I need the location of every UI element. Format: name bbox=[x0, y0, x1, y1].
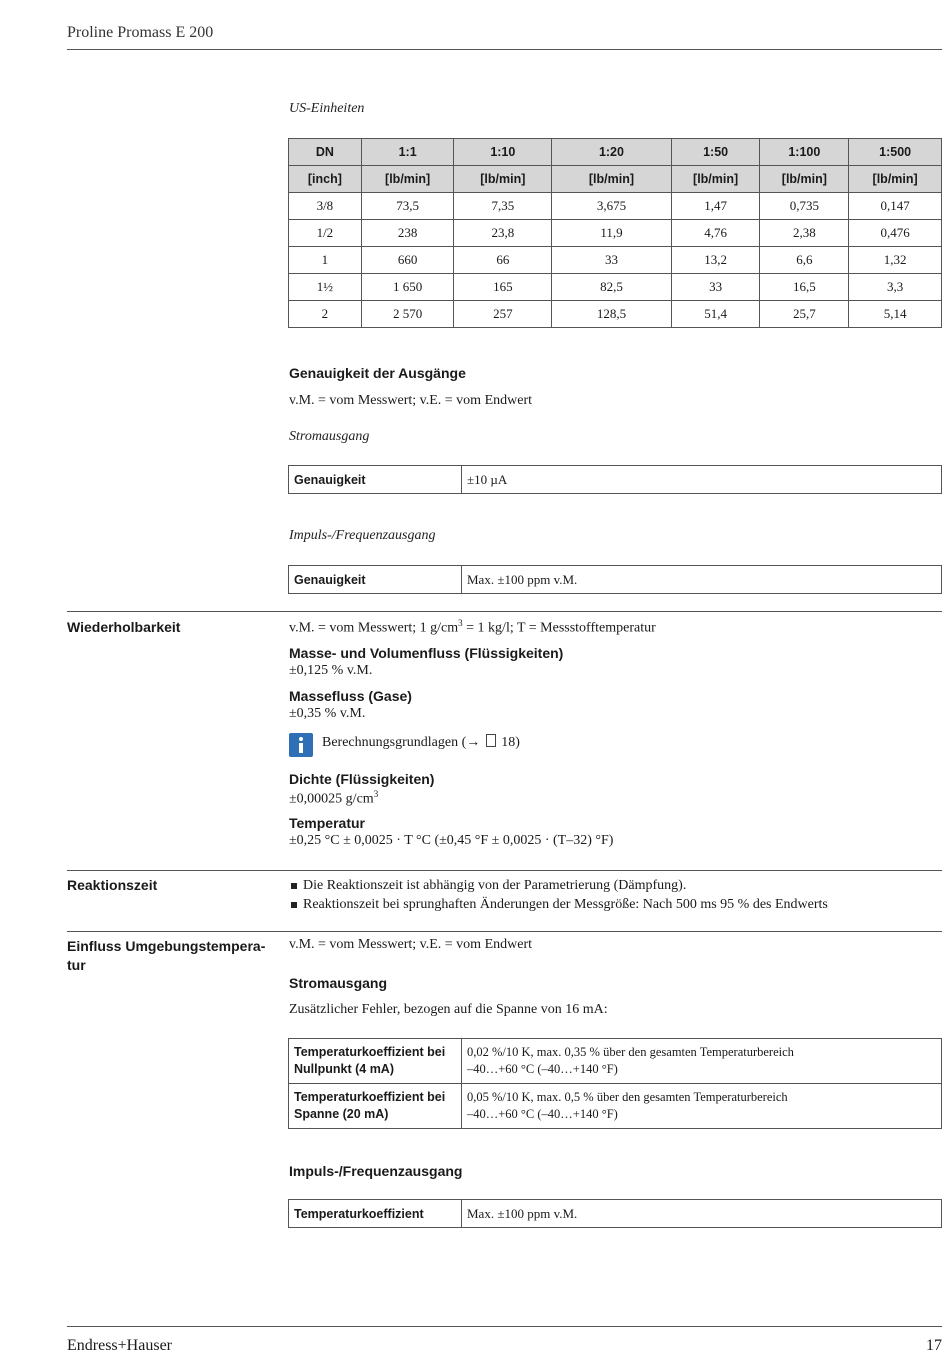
us-units-heading: US-Einheiten bbox=[289, 101, 365, 116]
response-time-label: Reaktionszeit bbox=[67, 877, 158, 893]
header-cell: 1:500 bbox=[849, 139, 942, 166]
value-line: –40…+60 °C (–40…+140 °F) bbox=[467, 1062, 618, 1076]
table-row bbox=[289, 1039, 942, 1084]
header-cell: 1:10 bbox=[454, 139, 552, 166]
table-row bbox=[289, 193, 942, 220]
section-rule bbox=[67, 870, 942, 871]
table-cell: 66 bbox=[454, 247, 552, 274]
header-cell: DN bbox=[289, 139, 362, 166]
table-cell: 25,7 bbox=[760, 301, 849, 328]
table-cell: 11,9 bbox=[552, 220, 672, 247]
response-time-list bbox=[289, 876, 828, 914]
table-cell: 73,5 bbox=[361, 193, 454, 220]
density-heading: Dichte (Flüssigkeiten) bbox=[289, 771, 435, 787]
table-cell: 3,3 bbox=[849, 274, 942, 301]
repeatability-abbrev bbox=[289, 618, 656, 637]
value-cell: Max. ±100 ppm v.M. bbox=[462, 1200, 942, 1228]
header-cell: [inch] bbox=[289, 166, 362, 193]
value-line: 0,02 %/10 K, max. 0,35 % über den gesamten Temperaturbereich bbox=[467, 1045, 794, 1059]
superscript: 3 bbox=[373, 789, 379, 799]
table-cell: 1 bbox=[289, 247, 362, 274]
key-cell: Temperaturkoeffizient bei Spanne (20 mA) bbox=[289, 1084, 462, 1129]
mass-volume-value: ±0,125 % v.M. bbox=[289, 663, 373, 678]
list-item: Reaktionszeit bei sprunghaften Änderungen der Messgröße: Nach 500 ms 95 % des Endwerts bbox=[289, 895, 828, 914]
info-link-text: Berechnungsgrundlagen (→ bbox=[322, 735, 484, 750]
gas-value: ±0,35 % v.M. bbox=[289, 706, 366, 721]
superscript: 3 bbox=[458, 618, 463, 628]
key-cell: Temperaturkoeffizient bbox=[289, 1200, 462, 1228]
ambient-pulse-table bbox=[288, 1199, 942, 1228]
table-cell: 660 bbox=[361, 247, 454, 274]
temperature-heading: Temperatur bbox=[289, 815, 365, 831]
value-line: –40…+60 °C (–40…+140 °F) bbox=[467, 1107, 618, 1121]
value-cell: ±10 µA bbox=[462, 466, 942, 494]
table-row bbox=[289, 566, 942, 594]
ambient-current-heading: Stromausgang bbox=[289, 975, 388, 991]
table-cell: 3,675 bbox=[552, 193, 672, 220]
table-row bbox=[289, 466, 942, 494]
header-cell: [lb/min] bbox=[454, 166, 552, 193]
table-cell: 1 650 bbox=[361, 274, 454, 301]
table-cell: 165 bbox=[454, 274, 552, 301]
ambient-current-note: Zusätzlicher Fehler, bezogen auf die Spanne von 16 mA: bbox=[289, 1002, 608, 1017]
info-icon bbox=[289, 733, 313, 757]
table-row bbox=[289, 220, 942, 247]
us-units-table bbox=[288, 138, 942, 328]
pulse-output-table bbox=[288, 565, 942, 594]
value-cell bbox=[462, 1039, 942, 1084]
ambient-current-table bbox=[288, 1038, 942, 1129]
table-row bbox=[289, 301, 942, 328]
table-cell: 1/2 bbox=[289, 220, 362, 247]
header-cell: [lb/min] bbox=[361, 166, 454, 193]
footer-brand: Endress+Hauser bbox=[67, 1337, 172, 1354]
table-header-row bbox=[289, 139, 942, 166]
table-cell: 16,5 bbox=[760, 274, 849, 301]
table-cell: 2 570 bbox=[361, 301, 454, 328]
table-cell: 4,76 bbox=[671, 220, 760, 247]
table-cell: 128,5 bbox=[552, 301, 672, 328]
footer-rule bbox=[67, 1326, 942, 1327]
header-rule bbox=[67, 49, 942, 50]
header-cell: [lb/min] bbox=[760, 166, 849, 193]
page-reference-icon bbox=[486, 734, 496, 747]
repeatability-label: Wiederholbarkeit bbox=[67, 619, 181, 635]
page-header-title: Proline Promass E 200 bbox=[67, 24, 214, 41]
table-header-row bbox=[289, 166, 942, 193]
header-cell: 1:20 bbox=[552, 139, 672, 166]
section-rule bbox=[67, 931, 942, 932]
table-cell: 2 bbox=[289, 301, 362, 328]
current-output-heading: Stromausgang bbox=[289, 429, 370, 444]
gas-heading: Massefluss (Gase) bbox=[289, 688, 412, 704]
table-cell: 23,8 bbox=[454, 220, 552, 247]
temperature-value: ±0,25 °C ± 0,0025 · T °C (±0,45 °F ± 0,0025 · (T–32) °F) bbox=[289, 833, 614, 848]
table-cell: 1,32 bbox=[849, 247, 942, 274]
ambient-temperature-label: Einfluss Umgebungstempera-tur bbox=[67, 938, 266, 973]
section-rule bbox=[67, 611, 942, 612]
table-row bbox=[289, 274, 942, 301]
table-cell: 2,38 bbox=[760, 220, 849, 247]
value-cell bbox=[462, 1084, 942, 1129]
table-row bbox=[289, 247, 942, 274]
density-value bbox=[289, 789, 378, 808]
header-cell: 1:1 bbox=[361, 139, 454, 166]
header-cell: 1:100 bbox=[760, 139, 849, 166]
current-output-table bbox=[288, 465, 942, 494]
page-number: 17 bbox=[926, 1337, 942, 1354]
table-cell: 7,35 bbox=[454, 193, 552, 220]
mass-volume-heading: Masse- und Volumenfluss (Flüssigkeiten) bbox=[289, 645, 564, 661]
abbrev-text: v.M. = vom Messwert; 1 g/cm bbox=[289, 620, 459, 636]
table-cell: 33 bbox=[671, 274, 760, 301]
table-cell: 257 bbox=[454, 301, 552, 328]
table-row bbox=[289, 1084, 942, 1129]
table-cell: 0,476 bbox=[849, 220, 942, 247]
header-cell: 1:50 bbox=[671, 139, 760, 166]
table-cell: 13,2 bbox=[671, 247, 760, 274]
ambient-pulse-heading: Impuls-/Frequenzausgang bbox=[289, 1163, 463, 1179]
table-cell: 51,4 bbox=[671, 301, 760, 328]
table-cell: 0,735 bbox=[760, 193, 849, 220]
key-cell: Genauigkeit bbox=[289, 566, 462, 594]
key-cell: Genauigkeit bbox=[289, 466, 462, 494]
pulse-output-heading: Impuls-/Frequenzausgang bbox=[289, 528, 436, 543]
table-cell: 82,5 bbox=[552, 274, 672, 301]
table-cell: 33 bbox=[552, 247, 672, 274]
table-cell: 3/8 bbox=[289, 193, 362, 220]
key-cell: Temperaturkoeffizient bei Nullpunkt (4 mA) bbox=[289, 1039, 462, 1084]
header-cell: [lb/min] bbox=[849, 166, 942, 193]
table-row bbox=[289, 1200, 942, 1228]
table-cell: 1,47 bbox=[671, 193, 760, 220]
list-item: Die Reaktionszeit ist abhängig von der Parametrierung (Dämpfung). bbox=[289, 876, 828, 895]
value-line: 0,05 %/10 K, max. 0,5 % über den gesamten Temperaturbereich bbox=[467, 1090, 788, 1104]
info-link-text: 18) bbox=[497, 735, 520, 750]
table-cell: 0,147 bbox=[849, 193, 942, 220]
abbrev-text: = 1 kg/l; T = Messstofftemperatur bbox=[462, 620, 656, 636]
ambient-abbrev: v.M. = vom Messwert; v.E. = vom Endwert bbox=[289, 937, 533, 952]
table-cell: 5,14 bbox=[849, 301, 942, 328]
output-accuracy-abbrev: v.M. = vom Messwert; v.E. = vom Endwert bbox=[289, 393, 533, 408]
info-text[interactable] bbox=[322, 733, 520, 751]
output-accuracy-heading: Genauigkeit der Ausgänge bbox=[289, 365, 466, 381]
table-cell: 238 bbox=[361, 220, 454, 247]
table-cell: 6,6 bbox=[760, 247, 849, 274]
table-cell: 1½ bbox=[289, 274, 362, 301]
header-cell: [lb/min] bbox=[552, 166, 672, 193]
header-cell: [lb/min] bbox=[671, 166, 760, 193]
density-text: ±0,00025 g/cm bbox=[289, 791, 374, 807]
value-cell: Max. ±100 ppm v.M. bbox=[462, 566, 942, 594]
